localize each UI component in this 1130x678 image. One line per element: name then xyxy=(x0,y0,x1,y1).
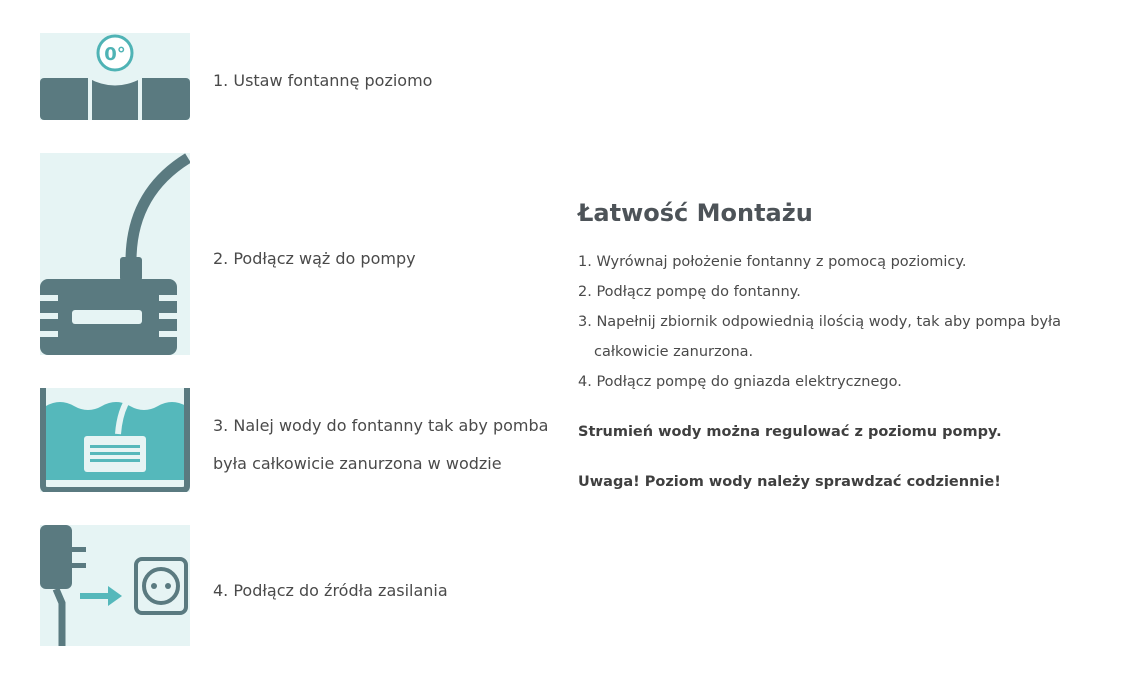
list-item: 1. Wyrównaj położenie fontanny z pomocą poziomicy. xyxy=(578,254,967,270)
panel-title: Łatwość Montażu xyxy=(578,199,813,227)
list-item: 4. Podłącz pompę do gniazda elektrycznego. xyxy=(578,374,902,390)
flow-note: Strumień wody można regulować z poziomu pompy. xyxy=(578,424,1002,440)
list-item: 3. Napełnij zbiornik odpowiednią ilością wody, tak aby pompa była całkowicie zanurzona. xyxy=(578,314,1062,360)
installation-panel xyxy=(578,193,1078,497)
list-item: 2. Podłącz pompę do fontanny. xyxy=(578,284,801,300)
step-2-text: 2. Podłącz wąż do pompy xyxy=(213,249,416,268)
step-4-text: 4. Podłącz do źródła zasilania xyxy=(213,581,448,600)
step-1-text: 1. Ustaw fontannę poziomo xyxy=(213,71,433,90)
warning-note: Uwaga! Poziom wody należy sprawdzać codziennie! xyxy=(578,474,1001,490)
power-plug-icon xyxy=(40,525,190,646)
step-3-text-line2: była całkowicie zanurzona w wodzie xyxy=(213,454,502,473)
level-icon xyxy=(40,33,190,120)
pump-hose-icon xyxy=(40,153,190,355)
step-3-text-line1: 3. Nalej wody do fontanny tak aby pomba xyxy=(213,416,549,435)
water-tank-icon xyxy=(40,388,190,492)
installation-steps xyxy=(578,247,1078,397)
level-badge-text: 0° xyxy=(104,44,126,65)
